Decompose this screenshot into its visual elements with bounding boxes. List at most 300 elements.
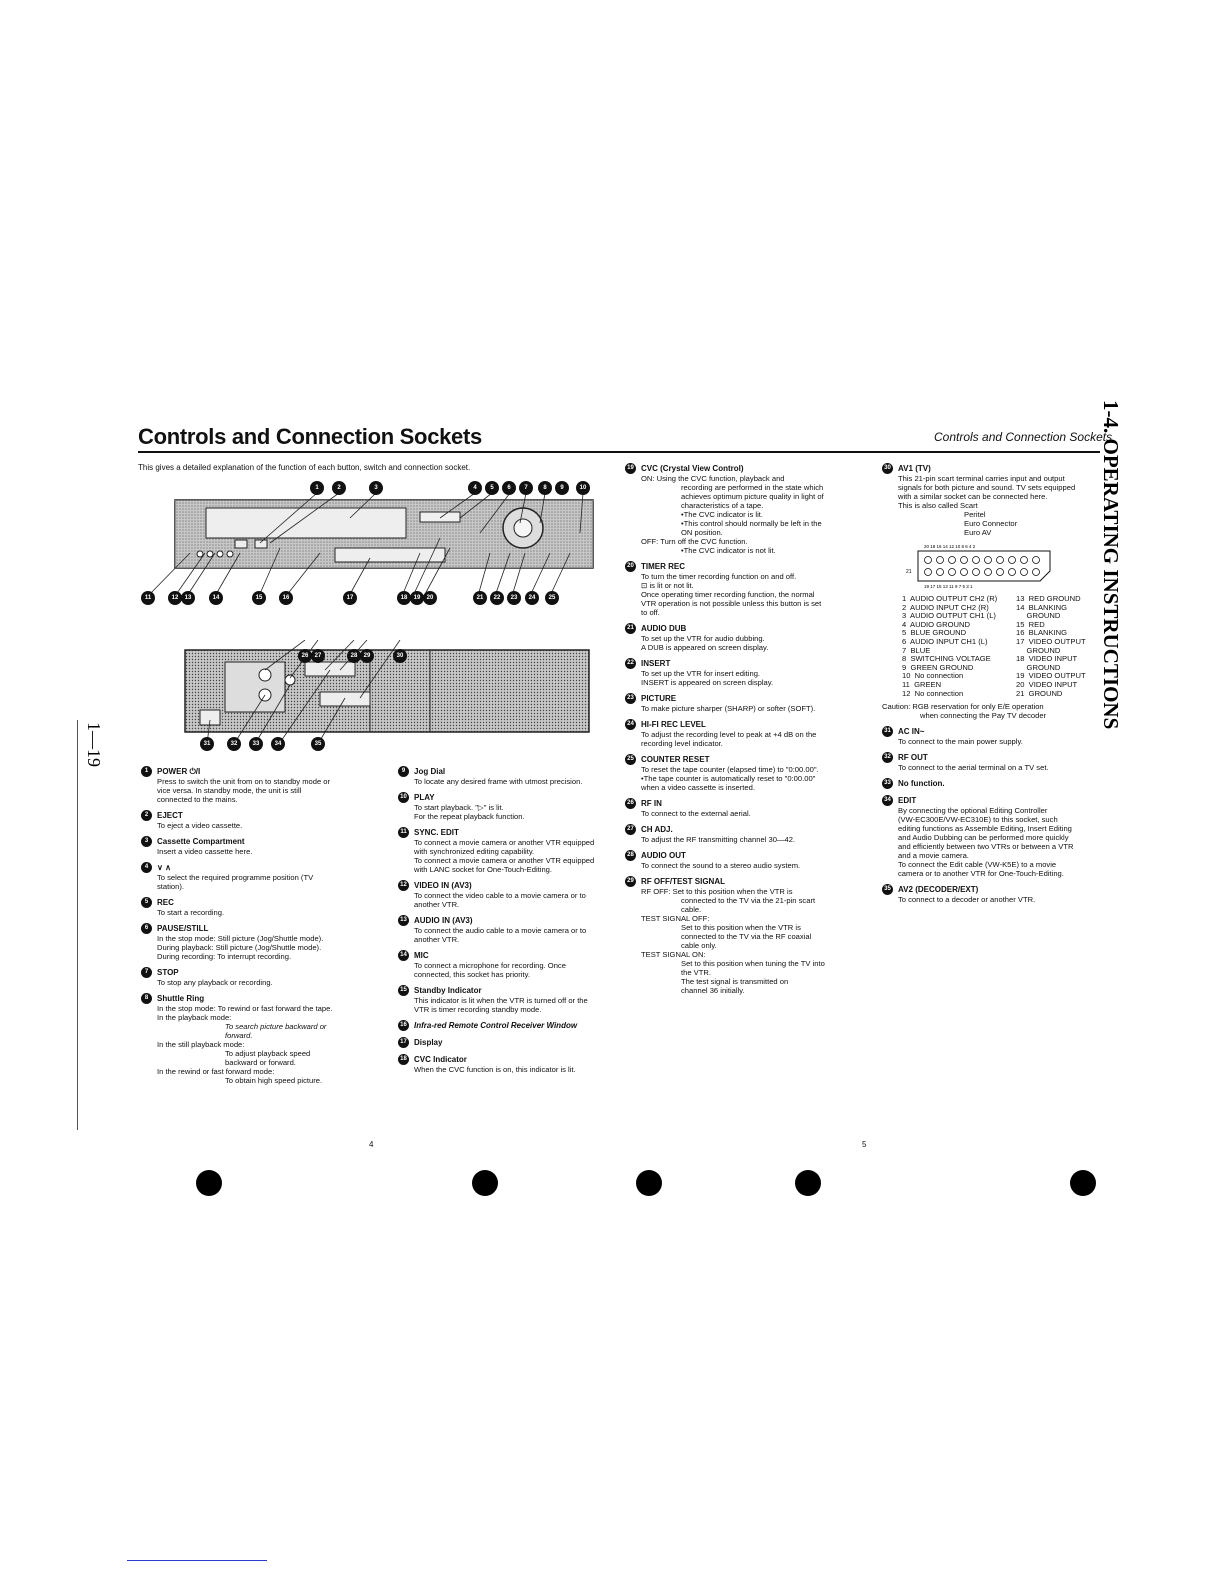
description-line: signals for both picture and sound. TV sets equipped: [898, 483, 1076, 492]
description-line: To connect to the main power supply.: [898, 737, 1023, 747]
description-line: To stop any playback or recording.: [157, 978, 273, 987]
item-6: [141, 923, 371, 961]
item-description: [625, 835, 855, 844]
description-line: To connect a microphone for recording. Once: [414, 961, 566, 970]
pin-assignment: 12 No connection: [902, 688, 964, 698]
page-number-right: 5: [862, 1140, 867, 1149]
description-line: To connect the audio cable to a movie camera or to: [414, 926, 587, 935]
description-line: To start a recording.: [157, 908, 225, 917]
item-heading: [398, 985, 623, 996]
item-heading: [625, 754, 855, 765]
callout-33: 33: [249, 737, 263, 751]
item-9: [398, 766, 623, 786]
description-line: To adjust the RF transmitting channel 30—42.: [641, 835, 796, 844]
pin-assignment: 3 AUDIO OUTPUT CH1 (L): [902, 611, 996, 621]
pin-assignment: GROUND: [1016, 611, 1061, 621]
item-title: EJECT: [157, 811, 183, 820]
item-title: PAUSE/STILL: [157, 924, 209, 933]
item-number-badge: 34: [882, 795, 893, 806]
callout-35: 35: [311, 737, 325, 751]
pin-assignment: 14 BLANKING: [1016, 602, 1068, 612]
item-description: [625, 572, 855, 617]
item-title: REC: [157, 898, 174, 907]
item-heading: [625, 850, 855, 861]
description-line: the VTR.: [681, 968, 711, 977]
item-description: [398, 777, 623, 786]
pin-assignment: 6 AUDIO INPUT CH1 (L): [902, 636, 988, 646]
description-line: and efficiently between two VTRs or between a VTR: [898, 842, 1074, 852]
item-title: Cassette Compartment: [157, 837, 245, 846]
item-heading: [625, 561, 855, 572]
item-17: [398, 1037, 623, 1048]
description-line: To locate any desired frame with utmost precision.: [414, 777, 583, 786]
description-line: When the CVC function is on, this indicator is lit.: [414, 1065, 576, 1074]
description-line: In the still playback mode:: [157, 1040, 245, 1049]
item-heading: [625, 719, 855, 730]
description-line: To connect a movie camera or another VTR equipped: [414, 856, 595, 865]
item-description: [625, 809, 855, 818]
item-heading: [625, 693, 855, 704]
description-line: camera or to another VTR for One-Touch-Editing.: [898, 869, 1064, 879]
pin-assignment: 10 No connection: [902, 671, 964, 681]
item-heading: [398, 1020, 623, 1031]
item-heading: [141, 897, 371, 908]
pin-assignment: 8 SWITCHING VOLTAGE: [902, 654, 991, 664]
callout-32: 32: [227, 737, 241, 751]
item-heading: [398, 766, 623, 777]
description-line: In the playback mode:: [157, 1013, 232, 1022]
item-title: Display: [414, 1038, 443, 1047]
item-title: AC IN~: [898, 727, 925, 737]
pin-assignment: GROUND: [1016, 645, 1061, 655]
item-number-badge: 24: [625, 719, 636, 730]
description-line: To set up the VTR for insert editing.: [641, 669, 761, 678]
item-description: [141, 821, 371, 830]
pin-assignment: 21 GROUND: [1016, 688, 1063, 698]
scart-connector-diagram: [904, 541, 1054, 589]
description-line: To adjust the recording level to peak at +4 dB on the: [641, 730, 817, 739]
item-description: [625, 669, 855, 687]
item-description: [141, 908, 371, 917]
item-heading: [141, 967, 371, 978]
callout-27: 27: [311, 649, 325, 663]
pin-assignment: 2 AUDIO INPUT CH2 (R): [902, 602, 989, 612]
description-line: ⊡ is lit or not lit.: [641, 581, 694, 590]
item-heading: [625, 798, 855, 809]
item-description: [882, 737, 1097, 746]
description-line: •The CVC indicator is lit.: [681, 510, 763, 519]
callout-14: 14: [209, 591, 223, 605]
item-heading: [141, 810, 371, 821]
callout-10: 10: [576, 481, 590, 495]
item-heading: [882, 752, 1097, 763]
item-heading: [398, 950, 623, 961]
item-number-badge: 1: [141, 766, 152, 777]
item-number-badge: 27: [625, 824, 636, 835]
pin-assignment: 18 VIDEO INPUT: [1016, 654, 1078, 664]
description-line: connected, this socket has priority.: [414, 970, 530, 979]
item-title: Infra-red Remote Control Receiver Window: [414, 1021, 578, 1030]
item-number-badge: 14: [398, 950, 409, 961]
item-description: [398, 891, 623, 909]
description-line: (VW-EC300E/VW-EC310E) to this socket, such: [898, 815, 1058, 825]
item-description: [141, 873, 371, 891]
callout-30: 30: [393, 649, 407, 663]
description-line: To reset the tape counter (elapsed time) to "0:00.00".: [641, 765, 819, 774]
callout-6: 6: [502, 481, 516, 495]
item-number-badge: 32: [882, 752, 893, 763]
item-number-badge: 8: [141, 993, 152, 1004]
item-description: [141, 934, 371, 961]
description-line: characteristics of a tape.: [681, 501, 764, 510]
item-title: CH ADJ.: [641, 825, 673, 834]
item-number-badge: 22: [625, 658, 636, 669]
pin-assignment: 9 GREEN GROUND: [902, 662, 974, 672]
callout-23: 23: [507, 591, 521, 605]
description-line: Set to this position when the VTR is: [681, 923, 801, 932]
item-title: ∨ ∧: [157, 863, 171, 872]
description-line: During recording: To interrupt recording.: [157, 952, 292, 961]
item-description: [141, 1022, 371, 1085]
description-line: connected to the TV via the 21-pin scart: [681, 896, 816, 905]
pin-assignment: 5 BLUE GROUND: [902, 628, 967, 638]
pin-assignment: 16 BLANKING: [1016, 628, 1068, 638]
item-heading: [398, 880, 623, 891]
callout-26: 26: [298, 649, 312, 663]
description-line: and Audio Dubbing can be performed more quickly: [898, 833, 1069, 843]
description-line: VTR operation is not possible unless this button is set: [641, 599, 822, 608]
item-5: [141, 897, 371, 917]
item-title: Jog Dial: [414, 767, 446, 776]
item-description: [625, 887, 855, 995]
item-title: EDIT: [898, 796, 917, 806]
item-heading: [141, 766, 371, 777]
item-number-badge: 30: [882, 463, 893, 474]
description-line: For the repeat playback function.: [414, 812, 525, 821]
item-description: [398, 1065, 623, 1074]
item-13: [398, 915, 623, 944]
callout-16: 16: [279, 591, 293, 605]
callout-18: 18: [397, 591, 411, 605]
description-line: recording are performed in the state which: [681, 483, 824, 492]
description-line: To eject a video cassette.: [157, 821, 243, 830]
description-line: vice versa. In standby mode, the unit is still: [157, 786, 302, 795]
item-description: [141, 847, 371, 856]
description-line: editing functions as Assemble Editing, Insert Editing: [898, 824, 1072, 834]
item-title: SYNC. EDIT: [414, 828, 459, 837]
description-line: cable.: [681, 905, 702, 914]
item-title: Shuttle Ring: [157, 994, 205, 1003]
item-8: [141, 993, 371, 1085]
pin-assignment: 19 VIDEO OUTPUT: [1016, 671, 1086, 681]
item-number-badge: 7: [141, 967, 152, 978]
item-title: COUNTER RESET: [641, 755, 710, 764]
description-line: station).: [157, 882, 185, 891]
item-title: AUDIO DUB: [641, 624, 687, 633]
item-18: [398, 1054, 623, 1074]
description-line: Set to this position when tuning the TV into: [681, 959, 825, 968]
callout-29: 29: [360, 649, 374, 663]
connector-bottom-pins: 19 17 15 13 11 9 7 5 3 1: [924, 584, 973, 589]
item-heading: [882, 726, 1097, 737]
description-line: recording level indicator.: [641, 739, 723, 748]
scart-aliases: [882, 510, 1097, 537]
description-line: During playback: Still picture (Jog/Shuttle mode).: [157, 943, 322, 952]
item-number-badge: 17: [398, 1037, 409, 1048]
description-line: To start playback. "▷" is lit.: [414, 803, 504, 812]
item-number-badge: 9: [398, 766, 409, 777]
column-1: [141, 766, 371, 1091]
item-22: [625, 658, 855, 687]
item-title: RF OFF/TEST SIGNAL: [641, 877, 725, 886]
description-line: to off.: [641, 608, 660, 617]
item-description: [625, 861, 855, 870]
pin-assignment: 15 RED: [1016, 619, 1045, 629]
item-title: RF OUT: [898, 753, 928, 763]
item-34: [882, 795, 1097, 878]
item-heading: [398, 1054, 623, 1065]
callout-7: 7: [519, 481, 533, 495]
callout-28: 28: [347, 649, 361, 663]
rear-panel-illustration: [140, 640, 610, 750]
item-heading: [625, 463, 855, 474]
description-line: another VTR.: [414, 935, 460, 944]
callout-34: 34: [271, 737, 285, 751]
description-line: To make picture sharper (SHARP) or softer (SOFT).: [641, 704, 816, 713]
description-line: To connect a movie camera or another VTR equipped: [414, 838, 595, 847]
item-20: [625, 561, 855, 617]
alias-line: Peritel: [964, 510, 986, 519]
scart-pin-table: [902, 595, 1097, 698]
item-heading: [141, 993, 371, 1004]
callout-5: 5: [485, 481, 499, 495]
item-21: [625, 623, 855, 652]
item-heading: [882, 778, 1097, 789]
pin-assignment: 11 GREEN: [902, 679, 942, 689]
description-line: To obtain high speed picture.: [225, 1076, 323, 1085]
description-line: connected to the mains.: [157, 795, 238, 804]
pin-assignment: 20 VIDEO INPUT: [1016, 679, 1078, 689]
item-heading: [625, 623, 855, 634]
pin-assignment: GROUND: [1016, 662, 1061, 672]
item-heading: [141, 862, 371, 873]
item-description: [882, 474, 1097, 510]
item-number-badge: 18: [398, 1054, 409, 1065]
description-line: This 21-pin scart terminal carries input and output: [898, 474, 1065, 483]
description-line: cable only.: [681, 941, 717, 950]
pin-assignment: 13 RED GROUND: [1016, 594, 1081, 603]
callout-19: 19: [410, 591, 424, 605]
item-number-badge: 19: [625, 463, 636, 474]
item-heading: [398, 827, 623, 838]
page-number-left: 4: [369, 1140, 374, 1149]
item-15: [398, 985, 623, 1014]
margin-line: [77, 720, 78, 1130]
callout-12: 12: [168, 591, 182, 605]
item-heading: [141, 923, 371, 934]
description-line: ON position.: [681, 528, 723, 537]
alias-line: Euro AV: [964, 528, 992, 537]
item-description: [625, 704, 855, 713]
callout-11: 11: [141, 591, 155, 605]
description-line: TEST SIGNAL OFF:: [641, 914, 710, 923]
column-4: [882, 463, 1097, 910]
callout-17: 17: [343, 591, 357, 605]
item-25: [625, 754, 855, 792]
intro-text: This gives a detailed explanation of the function of each button, switch and connection socket.: [138, 463, 471, 472]
description-line: To turn the timer recording function on and off.: [641, 572, 797, 581]
item-number-badge: 28: [625, 850, 636, 861]
description-line: channel 36 initially.: [681, 986, 745, 995]
description-line: To connect to the external aerial.: [641, 809, 751, 818]
description-line: achieves optimum picture quality in light of: [681, 492, 824, 501]
description-line: VTR is timer recording standby mode.: [414, 1005, 542, 1014]
item-number-badge: 31: [882, 726, 893, 737]
description-line: The test signal is transmitted on: [681, 977, 789, 986]
item-29: [625, 876, 855, 995]
item-35: [882, 884, 1097, 904]
item-number-badge: 26: [625, 798, 636, 809]
item-title: STOP: [157, 968, 179, 977]
registration-mark: [1070, 1170, 1096, 1196]
item-title: RF IN: [641, 799, 662, 808]
item-10: [398, 792, 623, 821]
item-19: [625, 463, 855, 555]
item-31: [882, 726, 1097, 746]
description-line: •The CVC indicator is not lit.: [681, 546, 776, 555]
pin-assignment: 17 VIDEO OUTPUT: [1016, 636, 1086, 646]
callout-24: 24: [525, 591, 539, 605]
side-page-text: 1—19: [84, 722, 104, 767]
item-number-badge: 33: [882, 778, 893, 789]
registration-mark: [196, 1170, 222, 1196]
item-title: PLAY: [414, 793, 435, 802]
item-number-badge: 11: [398, 827, 409, 838]
callout-25: 25: [545, 591, 559, 605]
callout-31: 31: [200, 737, 214, 751]
item-number-badge: 16: [398, 1020, 409, 1031]
item-number-badge: 3: [141, 836, 152, 847]
item-title: AUDIO OUT: [641, 851, 686, 860]
running-header: Controls and Connection Sockets: [934, 430, 1113, 444]
description-line: RF OFF: Set to this position when the VTR is: [641, 887, 793, 896]
caution-note: [882, 702, 1097, 720]
column-3: [625, 463, 855, 1001]
description-line: To select the required programme position (TV: [157, 873, 314, 882]
description-line: To connect to the aerial terminal on a TV set.: [898, 763, 1049, 773]
item-26: [625, 798, 855, 818]
item-number-badge: 23: [625, 693, 636, 704]
description-line: This is also called Scart: [898, 501, 978, 510]
side-section-text: 1-4. OPERATING INSTRUCTIONS: [1099, 400, 1123, 730]
item-title: AV1 (TV): [898, 464, 931, 473]
footer-line: [127, 1560, 267, 1561]
item-title: TIMER REC: [641, 562, 685, 571]
item-3: [141, 836, 371, 856]
item-title: No function.: [898, 779, 945, 789]
item-description: [398, 803, 623, 821]
item-heading: [141, 836, 371, 847]
description-line: with synchronized editing capability.: [414, 847, 535, 856]
description-line: backward or forward.: [225, 1058, 296, 1067]
item-number-badge: 10: [398, 792, 409, 803]
item-title: INSERT: [641, 659, 671, 668]
callout-8: 8: [538, 481, 552, 495]
item-heading: [398, 792, 623, 803]
description-line: INSERT is appeared on screen display.: [641, 678, 774, 687]
item-description: [398, 996, 623, 1014]
caution-line: Caution: RGB reservation for only E/E operation: [882, 702, 1044, 712]
description-line: To adjust playback speed: [225, 1049, 311, 1058]
item-1: [141, 766, 371, 804]
item-description: [882, 806, 1097, 878]
item-number-badge: 25: [625, 754, 636, 765]
item-2: [141, 810, 371, 830]
description-line: In the stop mode: Still picture (Jog/Shuttle mode).: [157, 934, 324, 943]
description-line: another VTR.: [414, 900, 460, 909]
item-number-badge: 4: [141, 862, 152, 873]
item-number-badge: 6: [141, 923, 152, 934]
item-23: [625, 693, 855, 713]
description-line: To search picture backward or: [225, 1022, 327, 1031]
item-title: AUDIO IN (AV3): [414, 916, 473, 925]
description-line: By connecting the optional Editing Controller: [898, 806, 1048, 816]
item-title: CVC Indicator: [414, 1055, 467, 1064]
item-number-badge: 20: [625, 561, 636, 572]
item-heading: [398, 915, 623, 926]
description-line: when a video cassette is inserted.: [641, 783, 755, 792]
item-heading: [882, 463, 1097, 474]
description-line: Press to switch the unit from on to standby mode or: [157, 777, 331, 786]
description-line: To connect the Edit cable (VW-K5E) to a movie: [898, 860, 1057, 870]
item-description: [882, 895, 1097, 904]
description-line: forward.: [225, 1031, 253, 1040]
column-2: [398, 766, 623, 1080]
registration-mark: [472, 1170, 498, 1196]
item-description: [625, 634, 855, 652]
item-description: [625, 730, 855, 748]
description-line: with a similar socket can be connected here.: [898, 492, 1048, 501]
description-line: In the stop mode: To rewind or fast forward the tape.: [157, 1004, 333, 1013]
item-description: [141, 777, 371, 804]
item-title: HI-FI REC LEVEL: [641, 720, 706, 729]
alias-line: Euro Connector: [964, 519, 1018, 528]
item-heading: [625, 876, 855, 887]
description-line: with LANC socket for One-Touch-Editing.: [414, 865, 553, 874]
item-28: [625, 850, 855, 870]
pin-assignment: 7 BLUE: [902, 645, 931, 655]
pin-assignment: 1 AUDIO OUTPUT CH2 (R): [902, 594, 998, 603]
description-line: and a movie camera.: [898, 851, 969, 861]
item-title: AV2 (DECODER/EXT): [898, 885, 979, 895]
connector-top-pins: 20 18 16 14 12 10 8 6 4 2: [924, 544, 976, 549]
item-14: [398, 950, 623, 979]
registration-mark: [636, 1170, 662, 1196]
description-line: Once operating timer recording function, the normal: [641, 590, 815, 599]
description-line: connected to the TV via the RF coaxial: [681, 932, 812, 941]
pin-assignment: 4 AUDIO GROUND: [902, 619, 970, 629]
item-4: [141, 862, 371, 891]
item-heading: [398, 1037, 623, 1048]
connector-side-pin: 21: [906, 569, 912, 575]
callout-1: 1: [310, 481, 324, 495]
item-number-badge: 2: [141, 810, 152, 821]
description-line: •This control should normally be left in the: [681, 519, 822, 528]
item-number-badge: 5: [141, 897, 152, 908]
item-number-badge: 13: [398, 915, 409, 926]
item-description: [398, 838, 623, 874]
item-32: [882, 752, 1097, 772]
